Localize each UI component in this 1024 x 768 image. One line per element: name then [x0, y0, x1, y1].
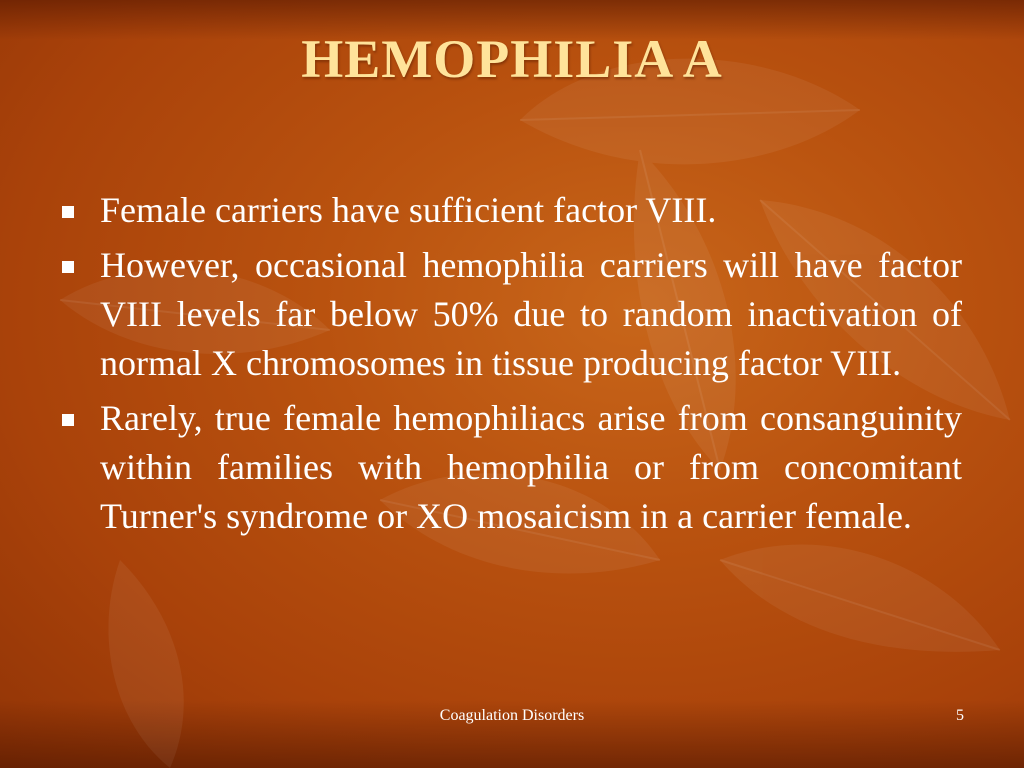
- bullet-item: [60, 186, 962, 235]
- page-number: 5: [956, 707, 964, 724]
- bullet-text: However, occasional hemophilia carriers will have factor VIII levels far below 50% due to random inactivation of normal X chromosomes in tissue producing factor VIII.: [100, 245, 962, 383]
- footer-text: Coagulation Disorders: [439, 707, 585, 724]
- square-bullet-icon: [62, 206, 74, 218]
- square-bullet-icon: [62, 414, 74, 426]
- square-bullet-icon: [62, 261, 74, 273]
- bullet-item: [60, 241, 962, 388]
- bullet-item: [60, 394, 962, 541]
- bullet-text: Female carriers have sufficient factor VIII.: [100, 190, 717, 230]
- slide-title: HEMOPHILIA A: [301, 29, 723, 89]
- bullet-list: [60, 186, 962, 547]
- bullet-text: Rarely, true female hemophiliacs arise from consanguinity within families with hemophilia or from concomitant Turner's syndrome or XO mosaicism in a carrier female.: [100, 398, 962, 536]
